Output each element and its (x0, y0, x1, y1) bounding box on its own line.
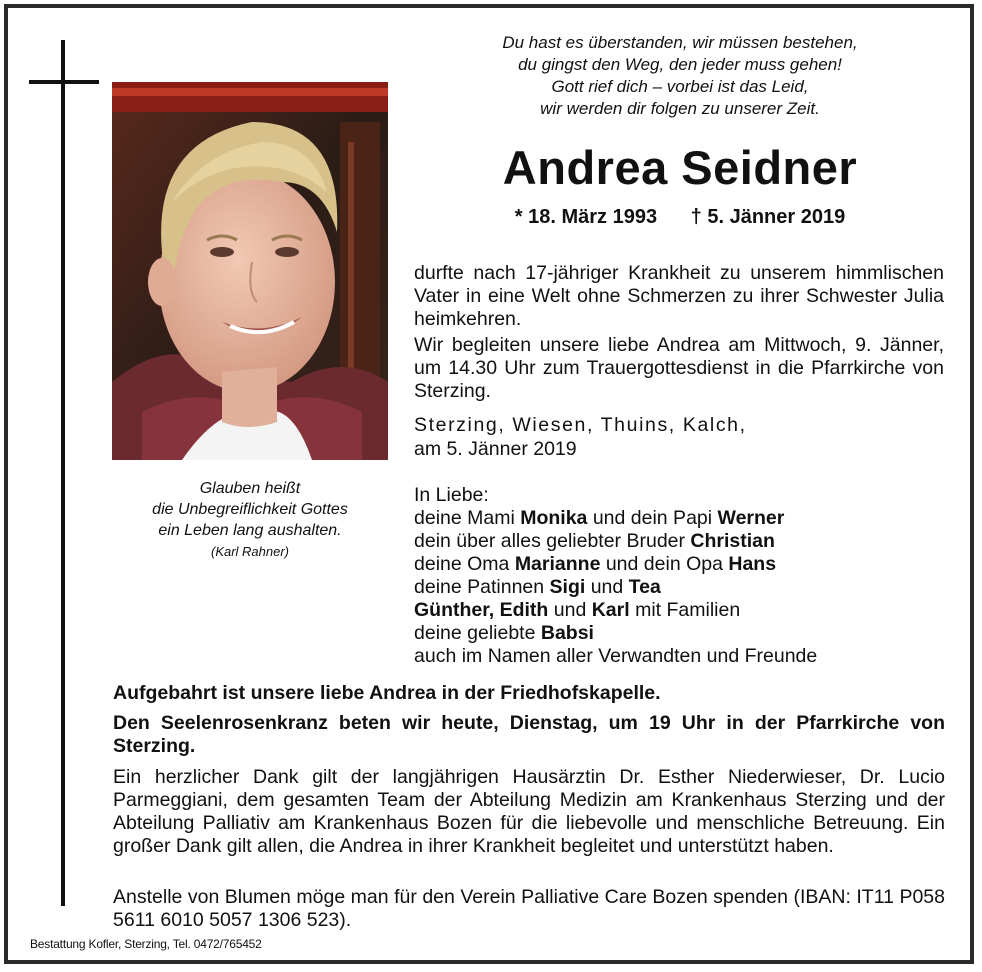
quote (112, 478, 388, 562)
service-paragraph: Wir begleiten unsere liebe Andrea am Mittwoch, 9. Jänner, um 14.30 Uhr zum Trauergottesdienst in die Pfarrkirche von Sterzing. (414, 334, 944, 402)
thanks-paragraph: Ein herzlicher Dank gilt der langjährigen Hausärztin Dr. Esther Niederwieser, Dr. Lucio Parmeggiani, dem gesamten Team der Abteilung Medizin am Krankenhaus Sterzing und der Abteilung Palliativ am Krankenhaus Bozen für die liebevolle und menschliche Betreuung. Ein großer Dank gilt allen, die Andrea in ihrer Krankheit begleitet und unterstützt haben. (113, 766, 945, 857)
portrait-photo (112, 82, 388, 460)
funeral-home: Bestattung Kofler, Sterzing, Tel. 0472/765452 (30, 937, 262, 951)
family-line: deine geliebte Babsi (414, 622, 594, 644)
date-line: am 5. Jänner 2019 (414, 438, 577, 460)
poem-line: wir werden dir folgen zu unserer Zeit. (540, 99, 820, 118)
family-line: dein über alles geliebter Bruder Christian (414, 530, 775, 552)
family-line: deine Patinnen Sigi und Tea (414, 576, 661, 598)
quote-line: ein Leben lang aushalten. (158, 522, 342, 539)
place-line: Sterzing, Wiesen, Thuins, Kalch, (414, 414, 747, 436)
birth-date: * 18. März 1993 (514, 206, 658, 228)
rosary-notice: Den Seelenrosenkranz beten wir heute, Dienstag, um 19 Uhr in der Pfarrkirche von Sterzing. (113, 712, 945, 757)
poem-line: du gingst den Weg, den jeder muss gehen! (518, 55, 842, 74)
poem-line: Du hast es überstanden, wir müssen bestehen, (502, 33, 858, 52)
poem-line: Gott rief dich – vorbei ist das Leid, (551, 77, 809, 96)
family-intro: In Liebe: (414, 484, 489, 506)
quote-line: die Unbegreiflichkeit Gottes (152, 501, 348, 518)
intro-paragraph: durfte nach 17-jähriger Krankheit zu unserem himmlischen Vater in eine Welt ohne Schmerzen zu ihrer Schwester Julia heimkehren. (414, 262, 944, 330)
cross-icon (61, 40, 65, 906)
quote-author: (Karl Rahner) (210, 544, 290, 559)
deceased-name: Andrea Seidner (502, 141, 858, 194)
life-dates (432, 206, 928, 229)
death-date: † 5. Jänner 2019 (690, 206, 846, 228)
family-list (414, 484, 944, 668)
quote-line: Glauben heißt (199, 480, 301, 497)
family-line: Günther, Edith und Karl mit Familien (414, 599, 741, 621)
family-line: deine Oma Marianne und dein Opa Hans (414, 553, 777, 575)
donation-paragraph: Anstelle von Blumen möge man für den Verein Palliative Care Bozen spenden (IBAN: IT11 P058 5611 6010 5057 1306 523). (113, 886, 945, 931)
laid-out-notice: Aufgebahrt ist unsere liebe Andrea in der Friedhofskapelle. (113, 682, 661, 704)
family-line: auch im Namen aller Verwandten und Freunde (414, 645, 818, 667)
poem (432, 32, 928, 120)
cross-icon-bar (29, 80, 99, 84)
family-line: deine Mami Monika und dein Papi Werner (414, 507, 785, 529)
